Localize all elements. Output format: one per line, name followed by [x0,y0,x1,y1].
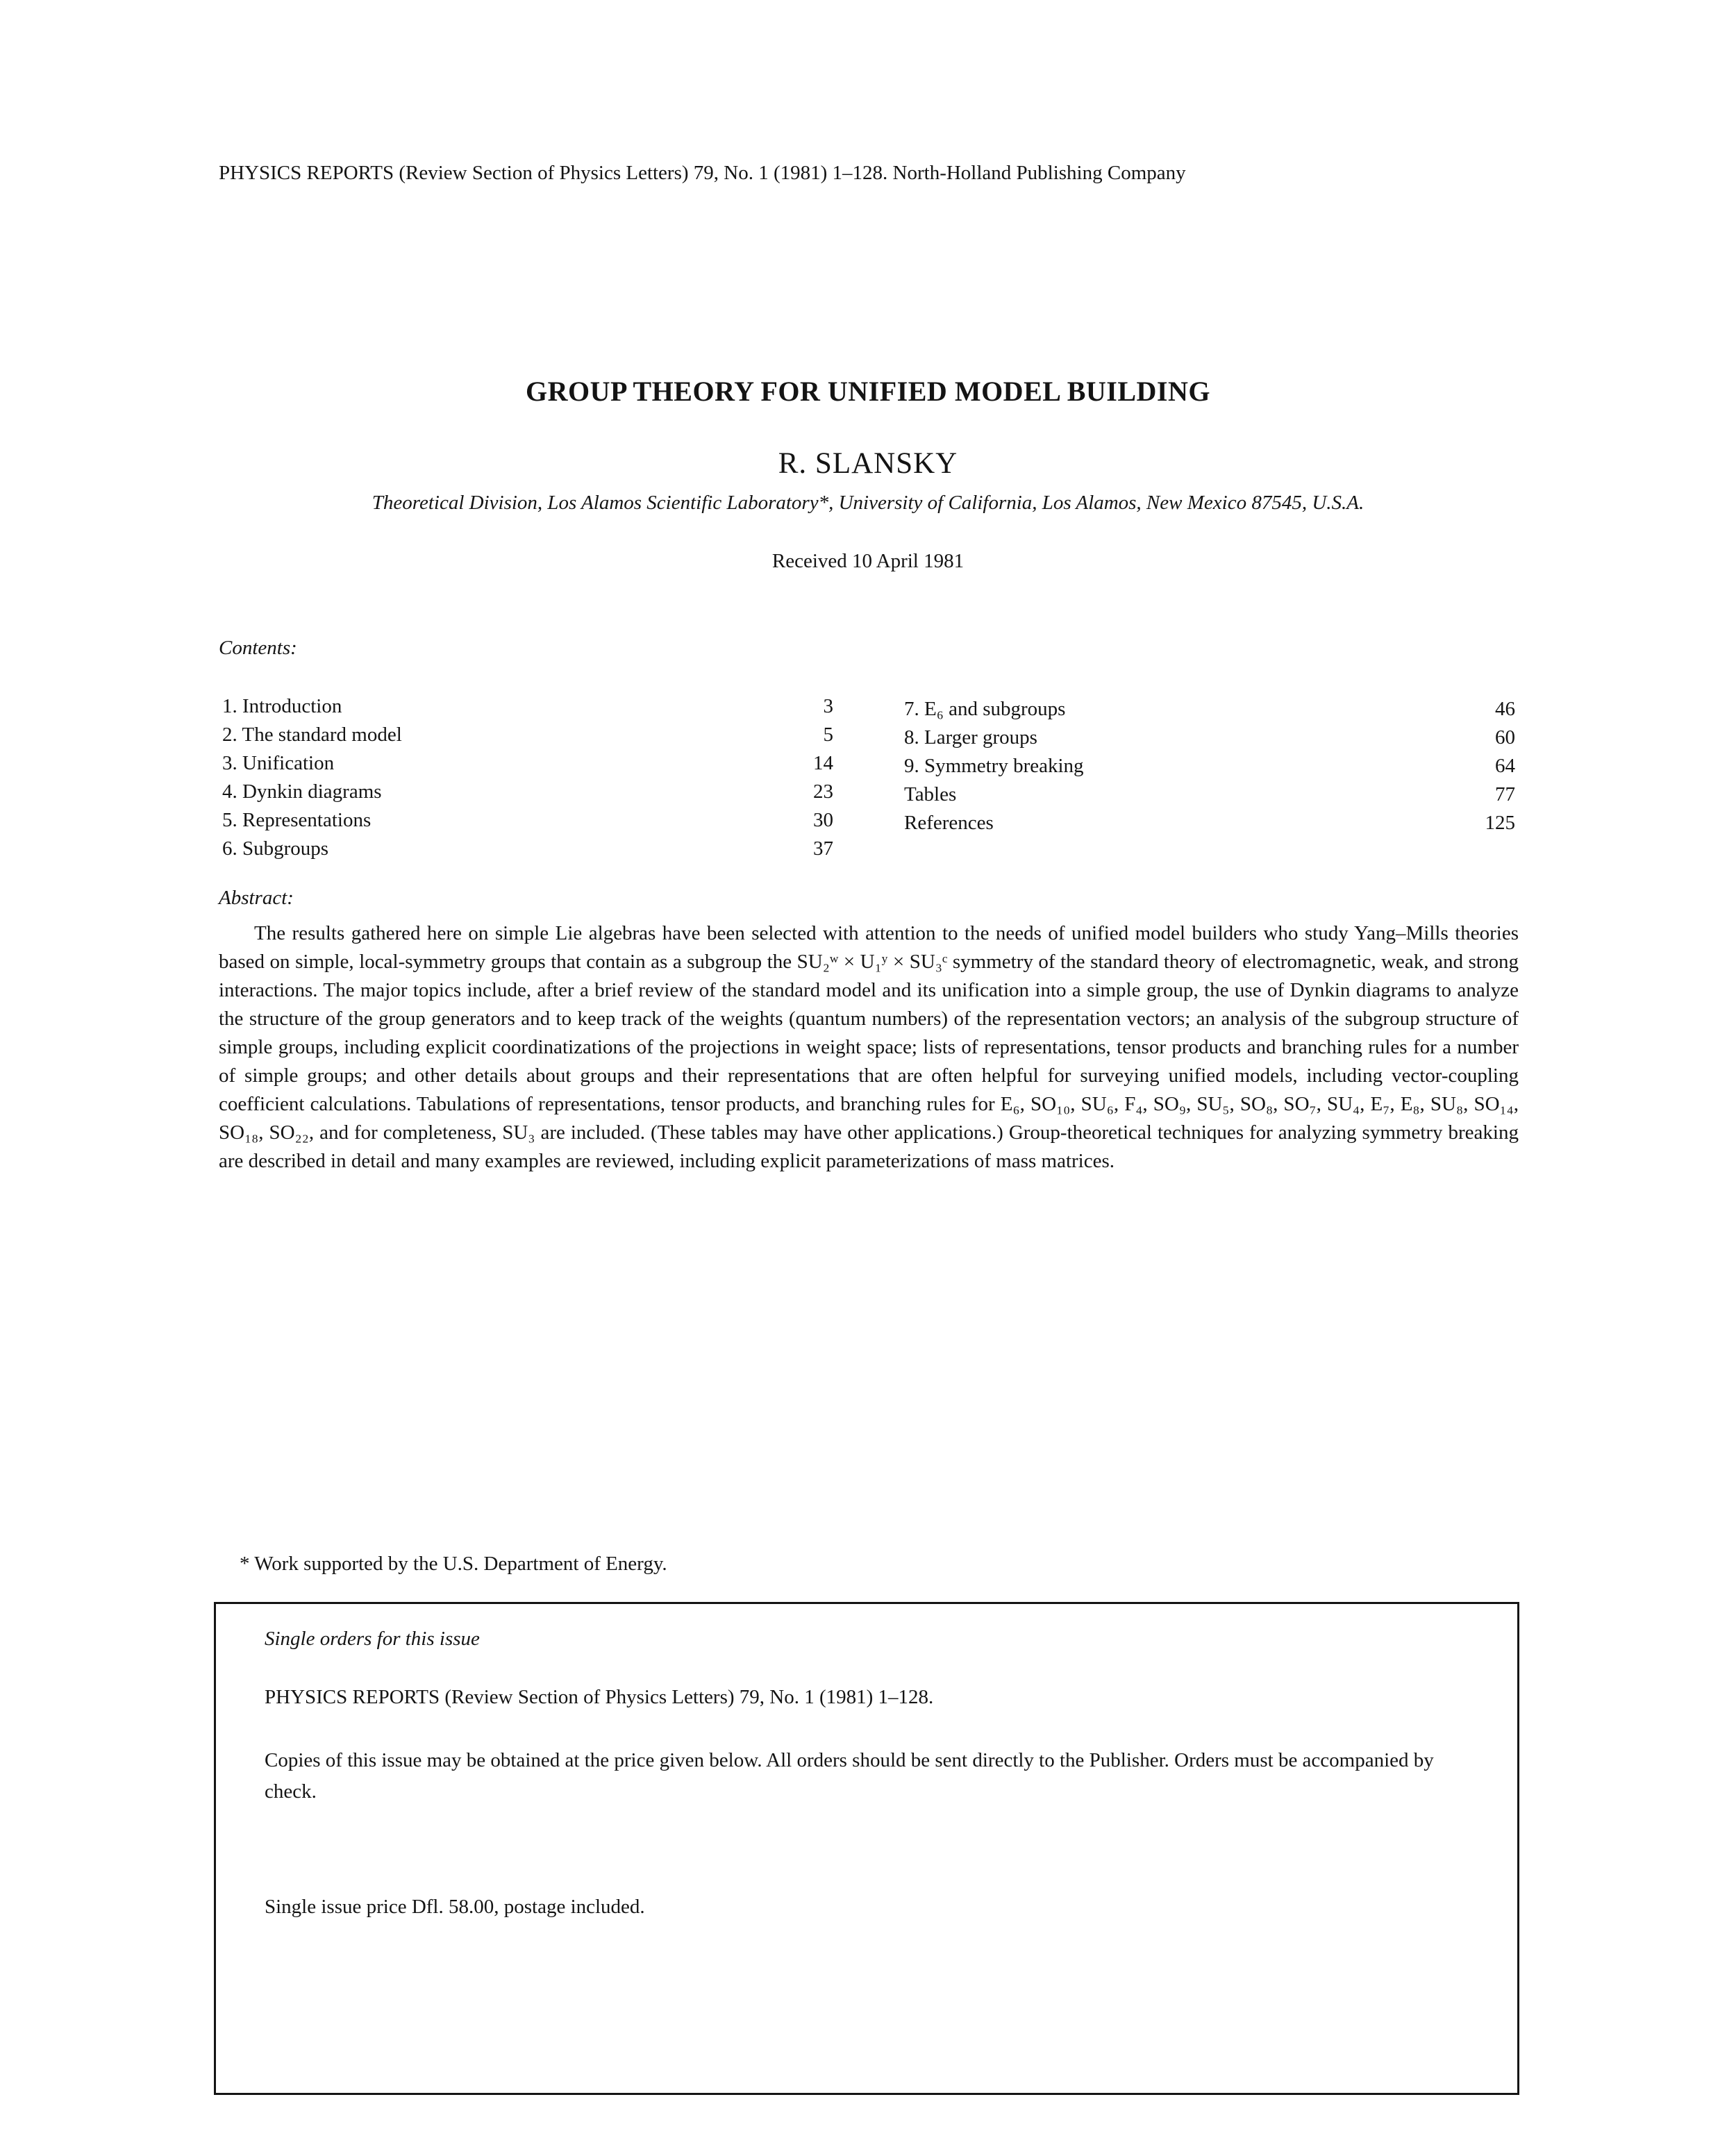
toc-entry[interactable] [222,806,833,835]
toc-entry[interactable] [904,695,1515,724]
toc-entry-page: 125 [1485,812,1515,834]
toc-entry-label: 8. Larger groups [904,726,1037,749]
footnote: * Work supported by the U.S. Department of Energy. [240,1553,667,1575]
order-info-box [214,1602,1519,2095]
toc-entry-page: 46 [1495,698,1515,720]
toc-entry[interactable] [222,749,833,778]
toc-entry-label: 6. Subgroups [222,837,329,860]
author-affiliation: Theoretical Division, Los Alamos Scientific Laboratory*, University of California, Los Alamos, New Mexico 87545, U.S.A. [372,492,1364,514]
order-box-copies: Copies of this issue may be obtained at the price given below. All orders should be sent directly to the Publisher. Orders must be accompanied by check. [265,1749,1434,1803]
toc-entry-page: 77 [1495,783,1515,805]
toc-entry-page: 37 [813,837,833,860]
toc-entry-page: 3 [823,695,833,717]
toc-entry[interactable] [222,721,833,749]
journal-header: PHYSICS REPORTS (Review Section of Physics Letters) 79, No. 1 (1981) 1–128. North-Holland Publishing Company [219,162,1186,184]
toc-entry-label: Tables [904,783,957,805]
toc-entry[interactable] [904,809,1515,837]
contents-heading: Contents: [219,637,297,659]
abstract-heading: Abstract: [219,887,294,909]
toc-entry[interactable] [222,835,833,863]
toc-entry-label: References [904,812,994,834]
toc-entry-label: 2. The standard model [222,724,402,746]
toc-entry-page: 23 [813,780,833,803]
toc-entry-page: 14 [813,752,833,774]
toc-entry[interactable] [904,752,1515,780]
abstract-text: The results gathered here on simple Lie algebras have been selected with attention to the needs of unified model builders who study Yang–Mills theories based on simple, local-symmetry groups that contain as a subgroup the SU₂ʷ × U₁ʸ × SU₃ᶜ symmetry of the standard theory of electromagnetic, weak, and strong interactions. The major topics include, after a brief review of the standard model and its unification into a simple group, the use of Dynkin diagrams to analyze the structure of the group generators and to keep track of the weights (quantum numbers) of the representation vectors; an analysis of the subgroup structure of simple groups, including explicit coordinatizations of the projections in weight space; lists of representations, tensor products and branching rules for a number of simple groups; and other details about groups and their representations that are often helpful for surveying unified models, including vector-coupling coefficient calculations. Tabulations of representations, tensor products, and branching rules for E₆, SO₁₀, SU₆, F₄, SO₉, SU₅, SO₈, SO₇, SU₄, E₇, E₈, SU₈, SO₁₄, SO₁₈, SO₂₂, and for completeness, SU₃ are included. (These tables may have other applications.) Group-theoretical techniques for analyzing symmetry breaking are described in detail and many examples are reviewed, including explicit parameterizations of mass matrices. [219,922,1519,1172]
toc-entry-label: 1. Introduction [222,695,342,717]
order-box-title: Single orders for this issue [265,1628,480,1650]
order-box-journal: PHYSICS REPORTS (Review Section of Physics Letters) 79, No. 1 (1981) 1–128. [265,1686,934,1708]
received-date: Received 10 April 1981 [771,550,965,572]
toc-entry[interactable] [904,724,1515,752]
toc-entry[interactable] [904,780,1515,809]
toc-entry-page: 30 [813,809,833,831]
toc-entry-label: 4. Dynkin diagrams [222,780,382,803]
toc-entry-label: 5. Representations [222,809,372,831]
toc-entry-page: 64 [1495,755,1515,777]
toc-entry-label: 7. E₆ and subgroups [904,698,1066,720]
article-title: GROUP THEORY FOR UNIFIED MODEL BUILDING [526,376,1210,407]
toc-entry[interactable] [222,692,833,721]
toc-entry[interactable] [222,778,833,806]
toc-entry-label: 3. Unification [222,752,335,774]
toc-entry-page: 5 [823,724,833,746]
order-box-price: Single issue price Dfl. 58.00, postage included. [265,1896,645,1918]
author-name: R. SLANSKY [778,447,958,480]
toc-entry-page: 60 [1495,726,1515,749]
toc-entry-label: 9. Symmetry breaking [904,755,1084,777]
